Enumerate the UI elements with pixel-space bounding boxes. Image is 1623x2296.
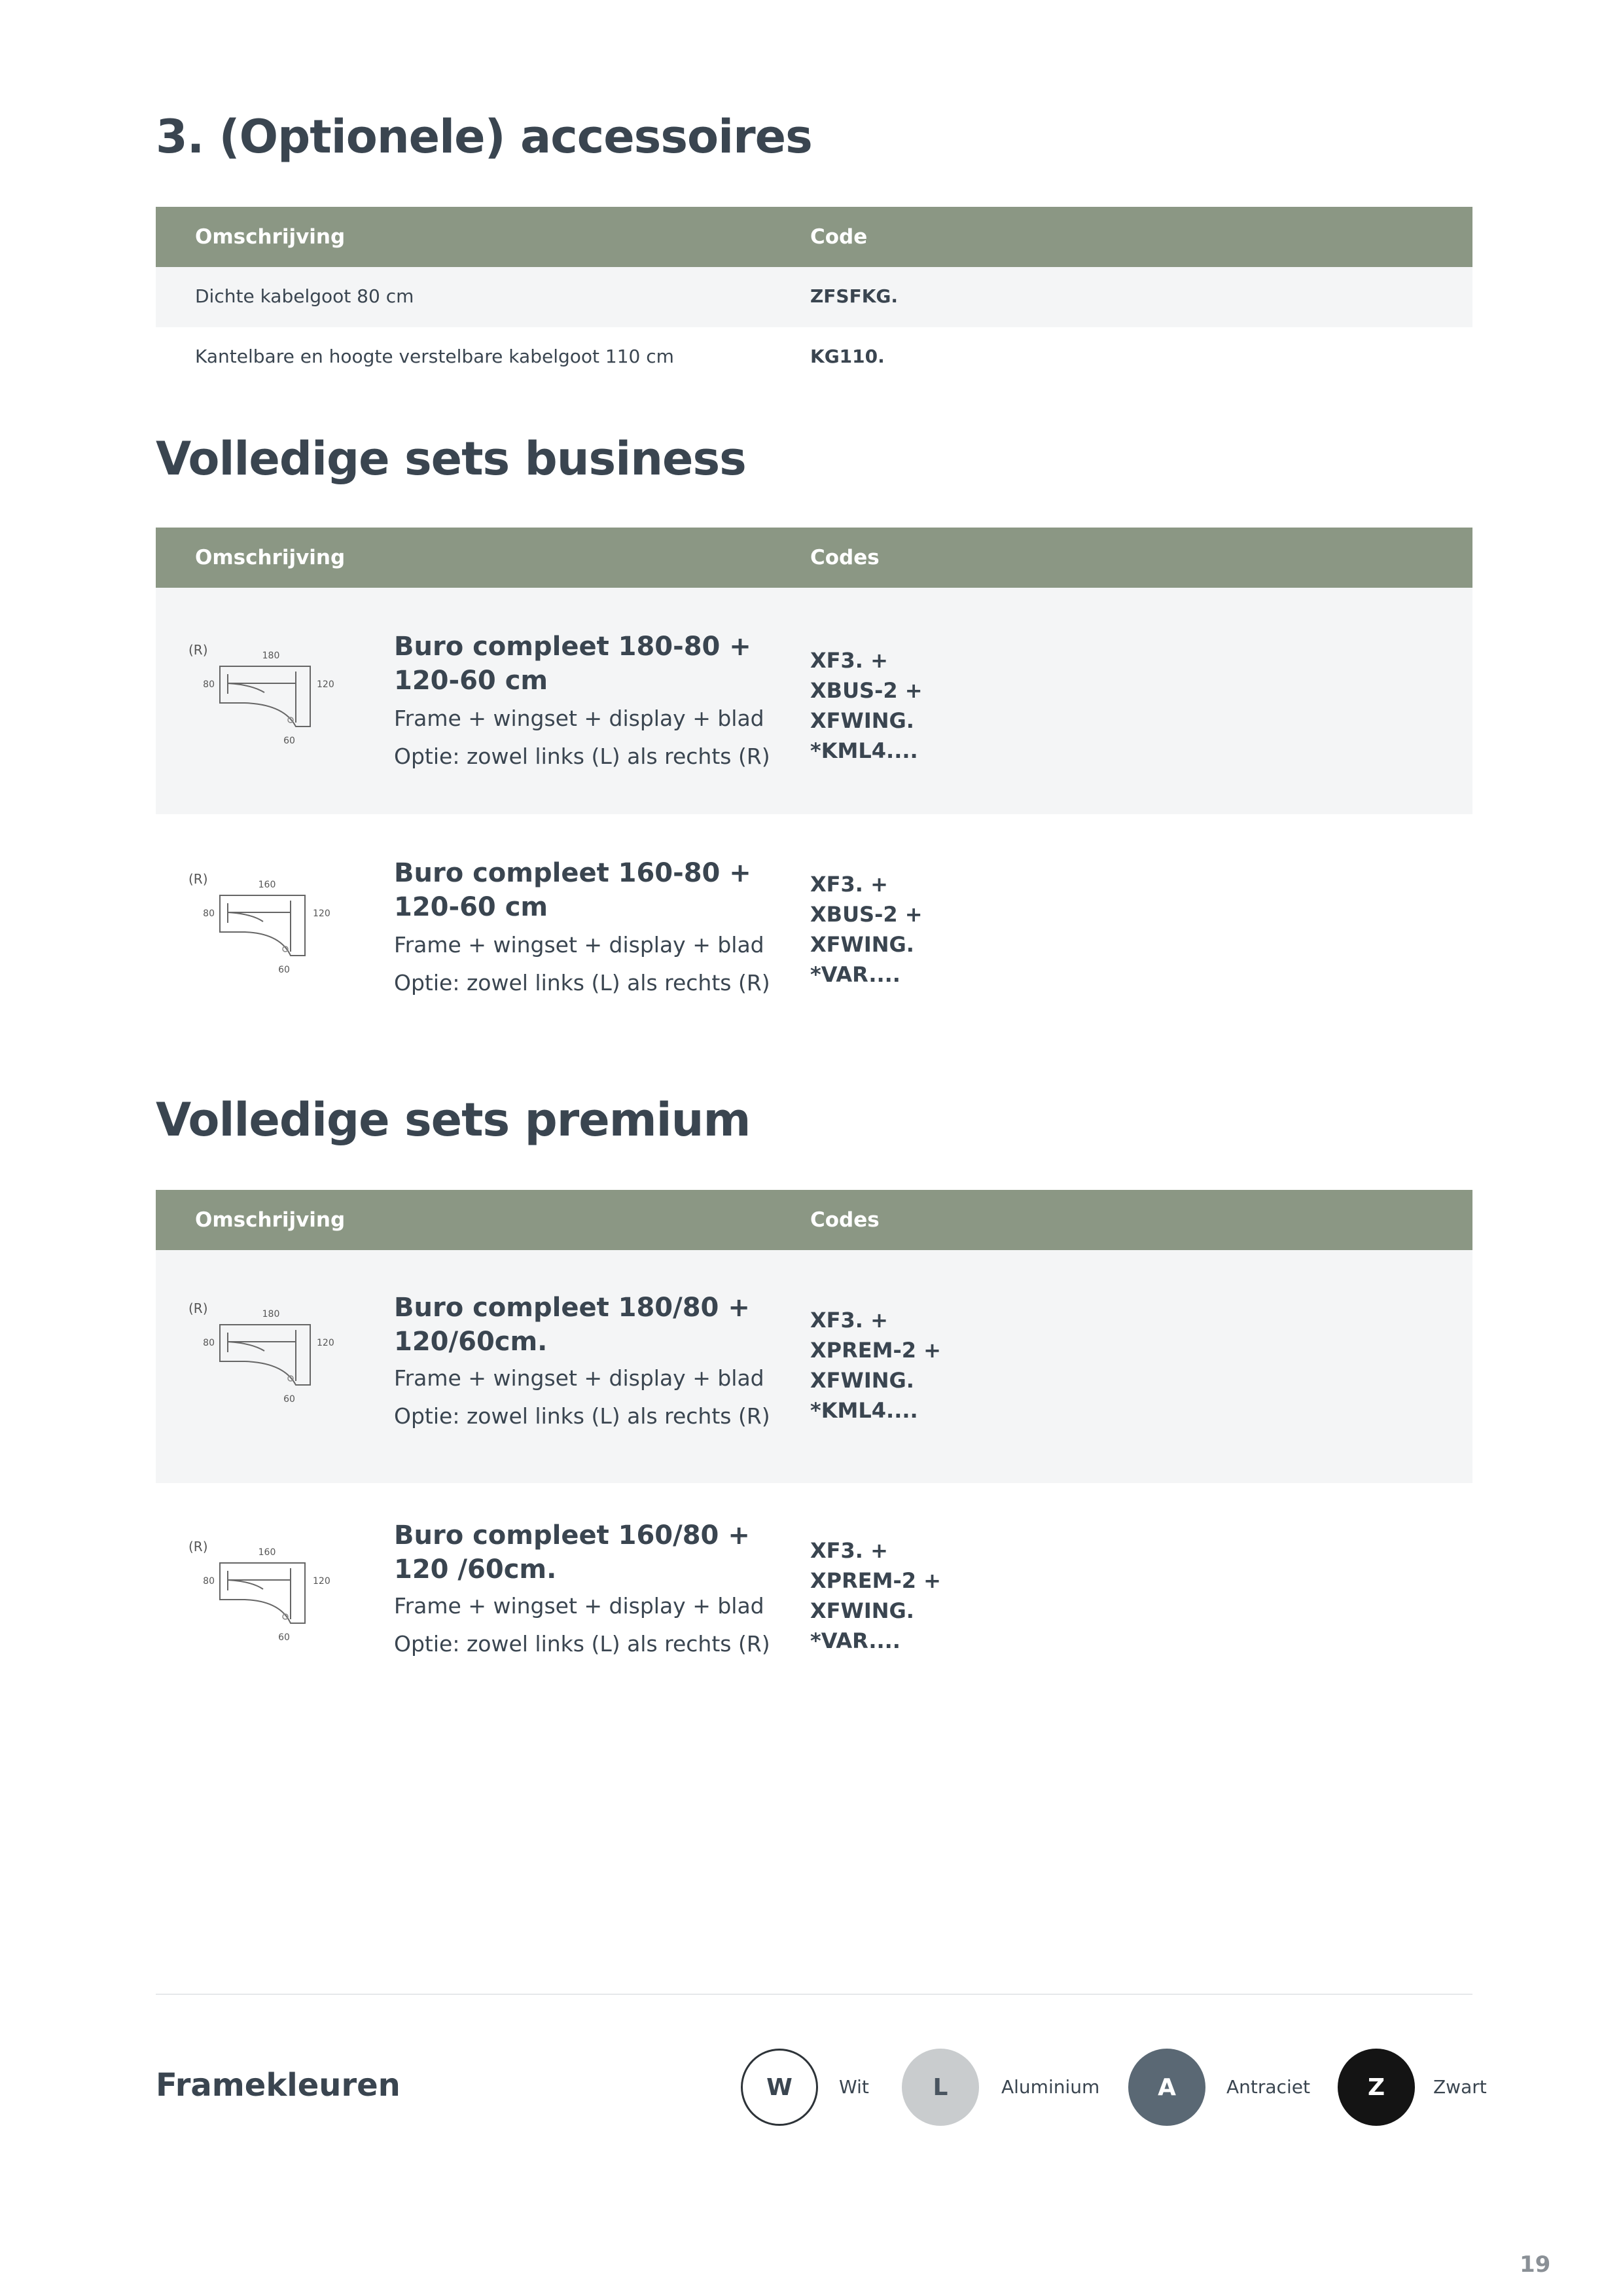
code-line: XPREM-2 +	[810, 1338, 941, 1363]
diagram-side-label: (R)	[188, 871, 208, 887]
product-option: Optie: zowel links (L) als rechts (R)	[394, 1631, 770, 1657]
product-title-line: Buro compleet 160/80 +	[394, 1520, 750, 1551]
swatch-letter: Z	[1367, 2073, 1385, 2101]
desk-layout-diagram	[186, 1538, 356, 1662]
code-line: XFWING.	[810, 1368, 914, 1393]
column-header-codes: Codes	[810, 546, 880, 569]
desk-layout-diagram	[186, 1300, 356, 1424]
code-line: *KML4....	[810, 1398, 918, 1423]
product-row	[156, 588, 1472, 814]
code-line: *KML4....	[810, 738, 918, 763]
product-description: Frame + wingset + display + blad	[394, 1365, 764, 1391]
product-title-line: Buro compleet 180-80 +	[394, 632, 751, 662]
swatch-wit	[741, 2049, 818, 2126]
product-row	[156, 814, 1472, 1041]
product-title-line: Buro compleet 180/80 +	[394, 1293, 750, 1323]
diagram-top-label: 180	[262, 1309, 280, 1319]
code-line: XBUS-2 +	[810, 902, 923, 927]
swatch-letter: W	[766, 2073, 793, 2101]
diagram-right-label: 120	[313, 908, 330, 919]
page-number: 19	[1520, 2251, 1551, 2278]
code-line: XPREM-2 +	[810, 1568, 941, 1593]
diagram-bottom-label: 60	[283, 1394, 295, 1405]
diagram-left-label: 80	[203, 908, 215, 919]
diagram-right-label: 120	[313, 1576, 330, 1587]
diagram-bottom-label: 60	[283, 736, 295, 746]
row-description: Kantelbare en hoogte verstelbare kabelgoot 110 cm	[195, 346, 674, 367]
premium-table	[156, 1190, 1472, 1710]
product-codes	[810, 1535, 941, 1656]
product-codes	[810, 645, 923, 766]
desk-layout-diagram	[186, 870, 356, 995]
product-codes	[810, 1305, 941, 1426]
code-line: XF3. +	[810, 1538, 888, 1563]
accessories-table	[156, 207, 1472, 387]
table-row	[156, 327, 1472, 387]
table-header	[156, 207, 1472, 267]
column-header-description: Omschrijving	[195, 1208, 346, 1232]
swatch-letter: L	[933, 2073, 948, 2101]
swatch-label: Zwart	[1433, 2076, 1487, 2098]
diagram-bottom-label: 60	[278, 965, 290, 975]
swatch-letter: A	[1158, 2073, 1176, 2101]
row-description: Dichte kabelgoot 80 cm	[195, 285, 414, 307]
code-line: *VAR....	[810, 1628, 901, 1653]
code-line: XBUS-2 +	[810, 678, 923, 703]
swatch-label: Wit	[839, 2076, 869, 2098]
code-line: *VAR....	[810, 962, 901, 987]
product-title	[394, 856, 760, 924]
diagram-right-label: 120	[317, 1338, 334, 1348]
code-line: XFWING.	[810, 932, 914, 957]
diagram-side-label: (R)	[188, 1300, 208, 1316]
product-option: Optie: zowel links (L) als rechts (R)	[394, 970, 770, 996]
product-title-line: 120/60cm.	[394, 1327, 548, 1357]
swatch-label: Aluminium	[1001, 2076, 1100, 2098]
diagram-bottom-label: 60	[278, 1632, 290, 1643]
diagram-top-label: 160	[258, 1547, 276, 1558]
swatch-label: Antraciet	[1226, 2076, 1310, 2098]
product-option: Optie: zowel links (L) als rechts (R)	[394, 1403, 770, 1429]
diagram-left-label: 80	[203, 1576, 215, 1587]
code-line: XF3. +	[810, 1308, 888, 1333]
premium-heading: Volledige sets premium	[156, 1093, 751, 1147]
product-title-line: 120-60 cm	[394, 892, 548, 922]
product-title	[394, 1518, 760, 1587]
code-line: XFWING.	[810, 1598, 914, 1623]
diagram-top-label: 160	[258, 880, 276, 890]
product-row	[156, 1250, 1472, 1483]
row-code: KG110.	[810, 346, 885, 367]
product-title	[394, 1291, 760, 1359]
code-line: XF3. +	[810, 872, 888, 897]
product-title-line: Buro compleet 160-80 +	[394, 858, 751, 888]
product-title-line: 120-60 cm	[394, 666, 548, 696]
diagram-side-label: (R)	[188, 1539, 208, 1554]
diagram-right-label: 120	[317, 679, 334, 690]
table-row	[156, 267, 1472, 327]
swatch-antraciet	[1128, 2049, 1205, 2126]
product-description: Frame + wingset + display + blad	[394, 932, 764, 958]
code-line: XF3. +	[810, 648, 888, 673]
row-code: ZFSFKG.	[810, 285, 899, 307]
product-description: Frame + wingset + display + blad	[394, 706, 764, 731]
swatch-zwart	[1338, 2049, 1415, 2126]
column-header-description: Omschrijving	[195, 225, 346, 249]
column-header-codes: Codes	[810, 1208, 880, 1232]
diagram-top-label: 180	[262, 651, 280, 661]
product-codes	[810, 869, 923, 990]
frame-colors-title: Framekleuren	[156, 2067, 401, 2104]
divider	[156, 1994, 1472, 1995]
accessories-heading: 3. (Optionele) accessoires	[156, 110, 812, 164]
business-table	[156, 528, 1472, 1041]
diagram-left-label: 80	[203, 1338, 215, 1348]
code-line: XFWING.	[810, 708, 914, 733]
diagram-side-label: (R)	[188, 642, 208, 658]
desk-layout-diagram	[186, 641, 356, 766]
product-title	[394, 630, 760, 698]
swatch-aluminium	[902, 2049, 979, 2126]
product-description: Frame + wingset + display + blad	[394, 1593, 764, 1619]
column-header-description: Omschrijving	[195, 546, 346, 569]
business-heading: Volledige sets business	[156, 432, 746, 486]
product-row	[156, 1483, 1472, 1710]
table-header	[156, 528, 1472, 588]
product-option: Optie: zowel links (L) als rechts (R)	[394, 744, 770, 769]
table-header	[156, 1190, 1472, 1250]
column-header-code: Code	[810, 225, 868, 249]
diagram-left-label: 80	[203, 679, 215, 690]
product-title-line: 120 /60cm.	[394, 1554, 557, 1585]
